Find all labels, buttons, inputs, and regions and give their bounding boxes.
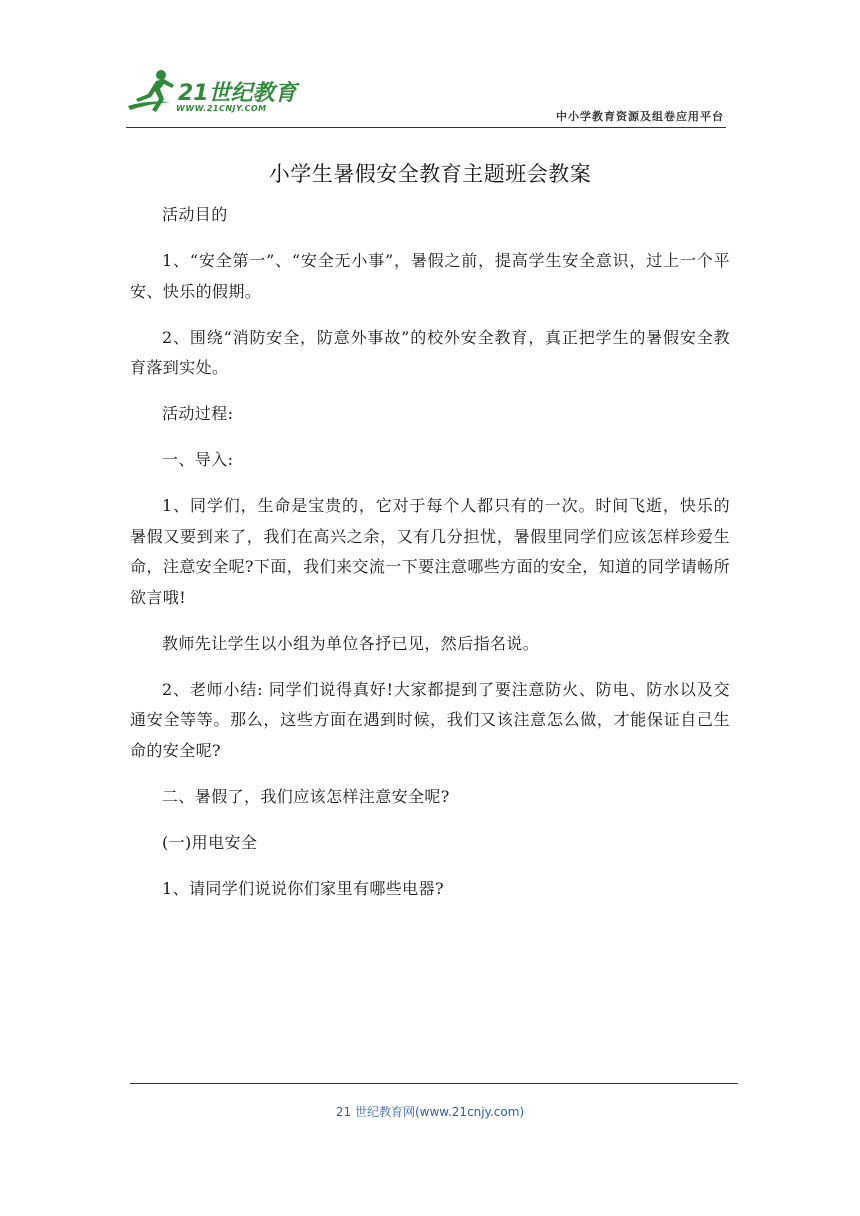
document-title: 小学生暑假安全教育主题班会教案 [268, 162, 592, 186]
footer-link[interactable]: 21 世纪教育网(www.21cnjy.com) [335, 1105, 525, 1119]
paragraph-activity-process: 活动过程: [162, 404, 234, 423]
paragraph-purpose-2: 2、围绕“消防安全，防意外事故”的校外安全教育，真正把学生的暑假安全教育落到实处。 [130, 327, 730, 377]
paragraph-electric-safety: (一)用电安全 [162, 832, 258, 852]
paragraph-purpose-1: 1、“安全第一”、“安全无小事”，暑假之前，提高学生安全意识，过上一个平安、快乐的假期。 [130, 251, 730, 301]
logo-url: WWW.21CNJY.COM [176, 104, 267, 113]
paragraph-section-intro: 一、导入: [162, 450, 234, 469]
footer-divider [130, 1083, 738, 1084]
paragraph-intro-1: 1、同学们，生命是宝贵的，它对于每个人都只有的一次。时间飞逝，快乐的暑假又要到来了，我们在高兴之余，又有几分担忧，暑假里同学们应该怎样珍爱生命，注意安全呢?下面，我们来交流一下要注意哪些方面的安全，知道的同学请畅所欲言哦! [130, 496, 730, 607]
page-header [126, 66, 738, 128]
document-body [130, 200, 730, 920]
header-tagline: 中小学教育资源及组卷应用平台 [556, 110, 724, 123]
runner-logo-icon [126, 66, 182, 118]
header-divider [126, 127, 726, 128]
site-logo[interactable] [126, 66, 296, 118]
paragraph-teacher-note: 教师先让学生以小组为单位各抒已见，然后指名说。 [162, 633, 540, 653]
paragraph-summary-2: 2、老师小结: 同学们说得真好!大家都提到了要注意防火、防电、防水以及交通安全等等。那么，这些方面在遇到时候，我们又该注意怎么做，才能保证自己生命的安全呢? [130, 679, 730, 760]
paragraph-section-two: 二、暑假了，我们应该怎样注意安全呢? [162, 786, 450, 806]
paragraph-activity-purpose: 活动目的 [162, 205, 228, 224]
logo-text: 21世纪教育 [178, 81, 297, 106]
paragraph-electric-question: 1、请同学们说说你们家里有哪些电器? [162, 878, 444, 898]
